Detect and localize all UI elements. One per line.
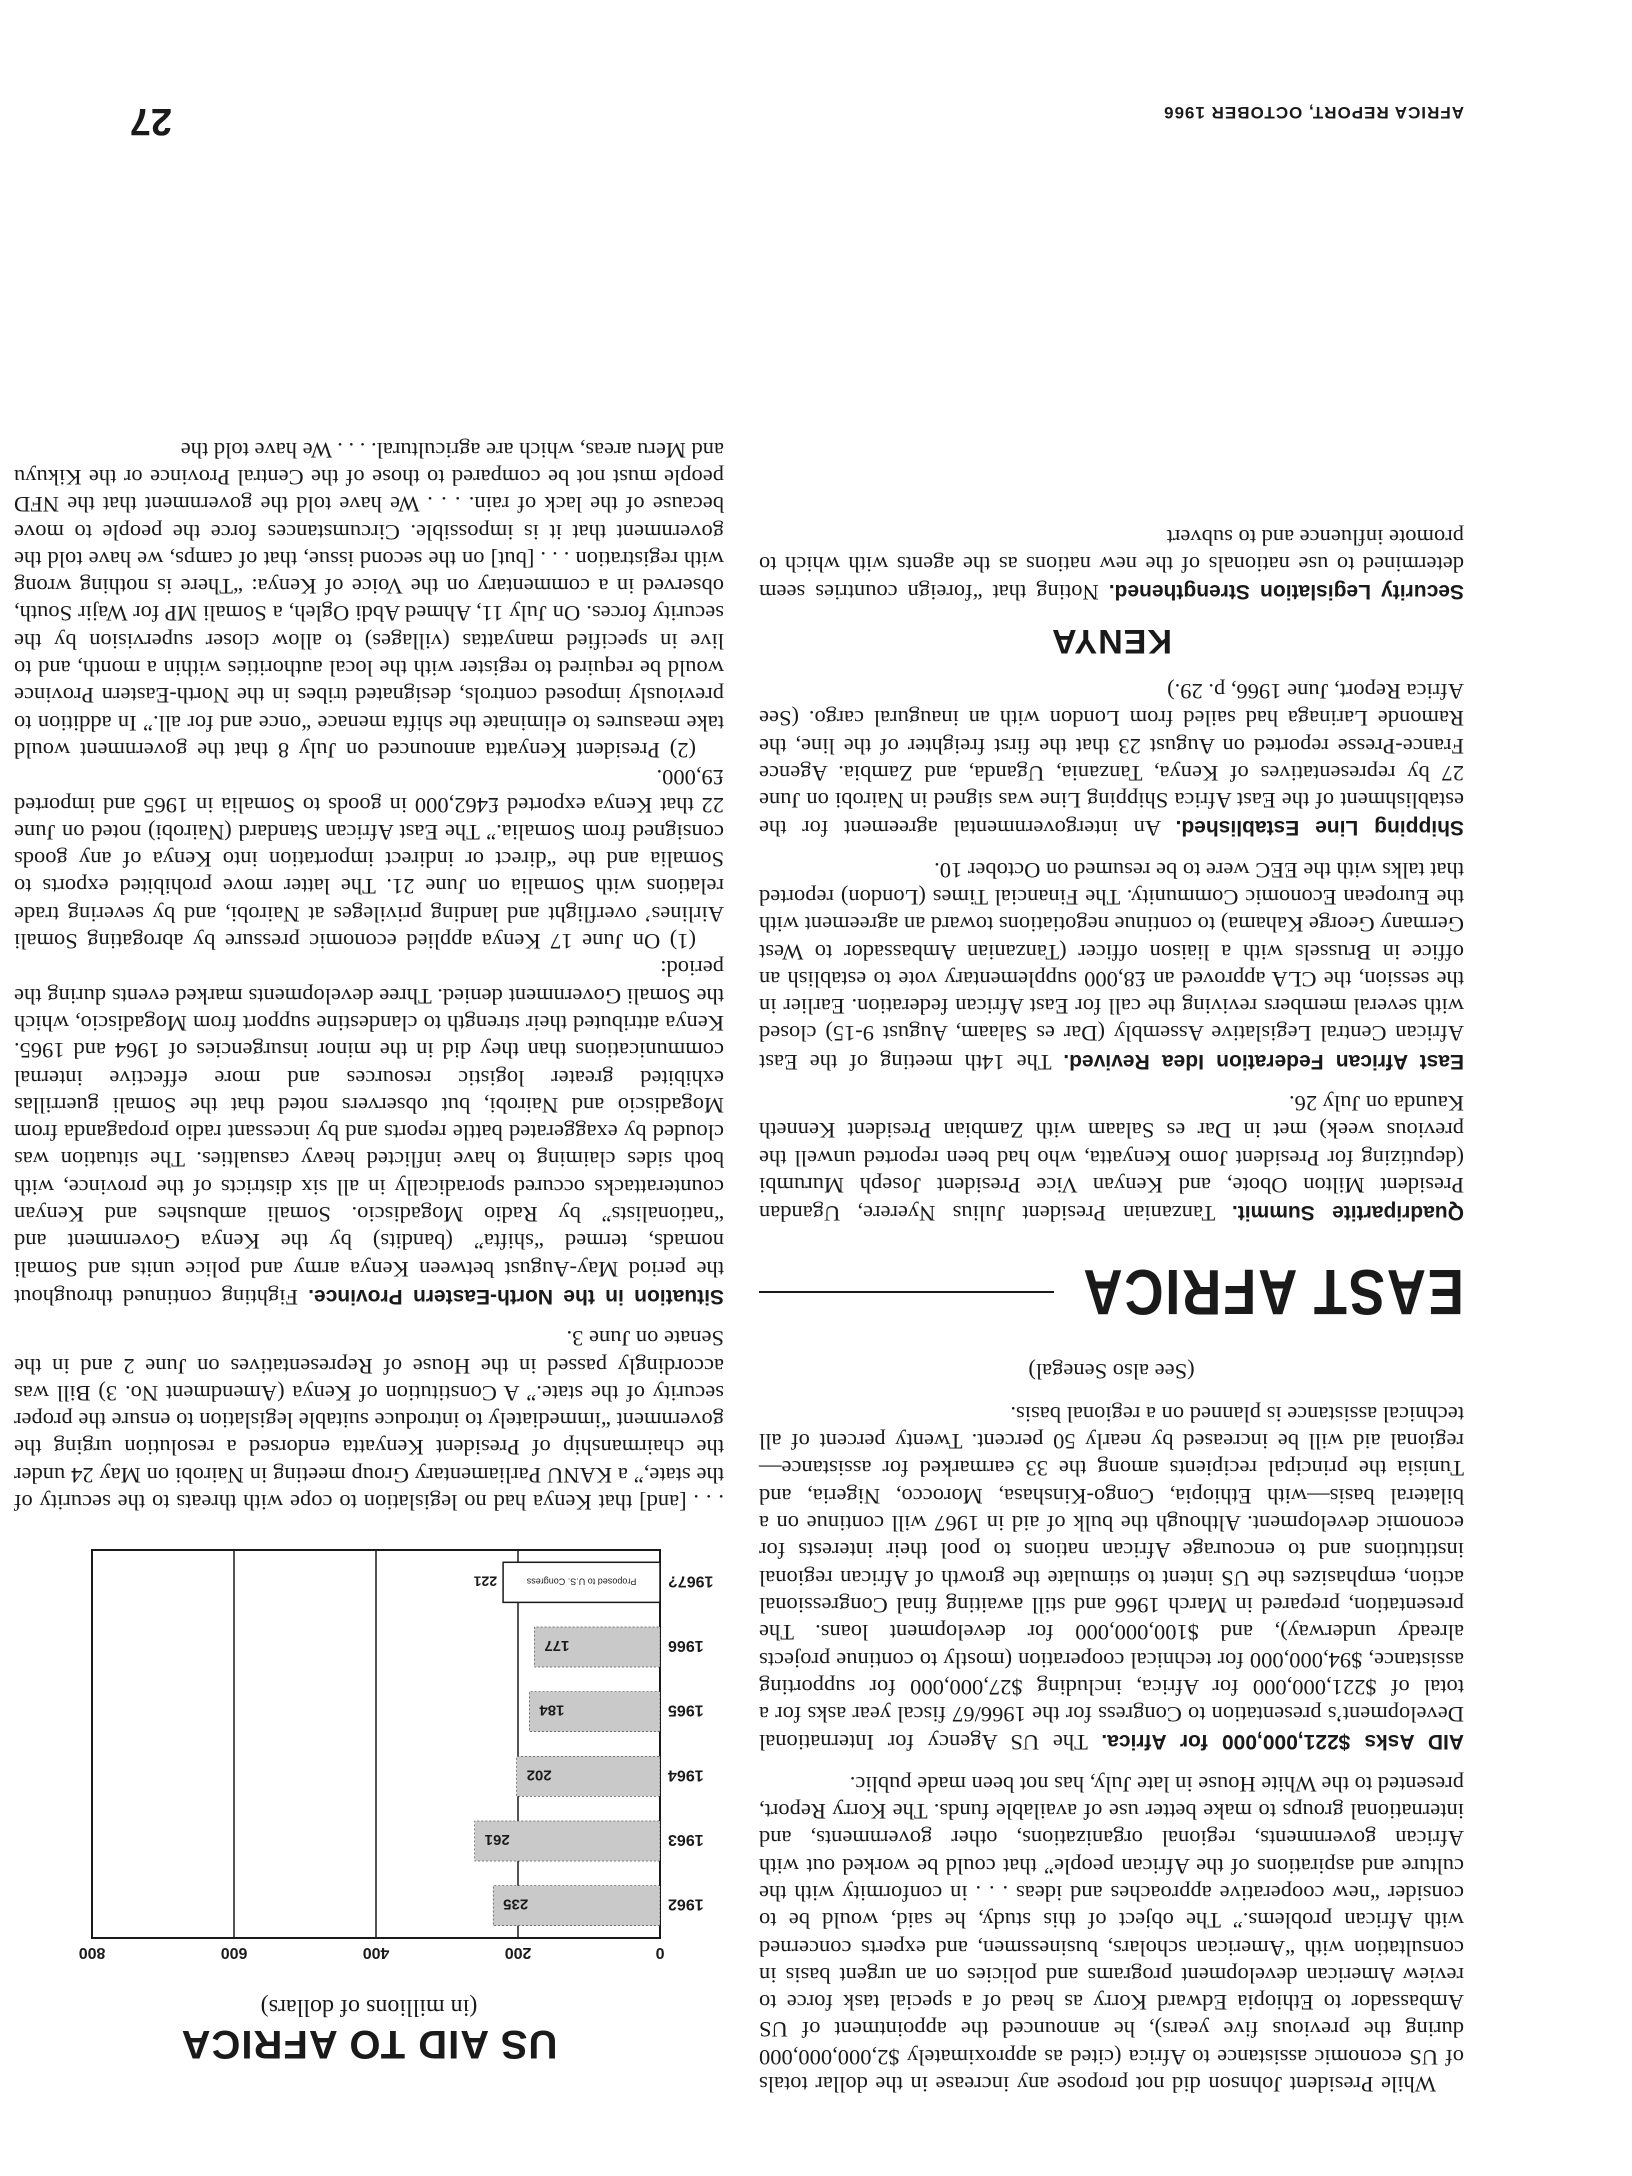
category-label: 1962 bbox=[668, 1895, 704, 1913]
continuation-paragraph: . . . [and] that Kenya had no legislation to cope with threats to the security of the state,” a KANU Parliamentary Group meeting in Nairobi on May 24 under the chairmanship of President Kenyatta endorsed a resolution urging the government “immediately to introduce suitable legislation to ensure the proper security of the state.” A Constitution of Kenya (Amendment No. 3) Bill was accordingly passed in the House of Representatives on June 2 and in the Senate on June 3. bbox=[14, 1326, 724, 1515]
tick-label: 800 bbox=[78, 1944, 106, 1961]
summit-text: Tanzanian President Julius Nyerere, Ugandan President Milton Obote, and Kenyan Vice President Joseph Murumbi (deputizing for President Jomo Kenyatta, who had been reported unwell the previous week) met in Dar es Salaam with Zambian President Kenneth Kaunda on July 26. bbox=[759, 1091, 1464, 1227]
data-label: 177 bbox=[544, 1637, 570, 1654]
page-number: 27 bbox=[129, 100, 172, 142]
section-heading: EAST AFRICA bbox=[1081, 1256, 1464, 1329]
section-rule bbox=[759, 1291, 1054, 1293]
category-label: 1967? bbox=[668, 1572, 714, 1590]
federation-paragraph bbox=[759, 856, 1464, 1075]
data-label: 202 bbox=[526, 1766, 552, 1784]
federation-text: The 14th meeting of the East African Central Legislative Assembly (Dar es Salaam, August 9-15) closed with several members reviving the call for East African federation. Earlier in the session, the CLA approved an £8,000 supplementary vote to establish an office in Brussels with a liaison officer (Tanzanian Ambassador to West Germany George Kahama) to continue negotiations toward an agreement with the European Economic Community. The Financial Times (London) reported that talks with the EEC were to be resumed on October 10. bbox=[759, 857, 1464, 1075]
east-africa-header bbox=[759, 1257, 1464, 1327]
shipping-text: An intergovernmental agreement for the establishment of the East Africa Shipping Line was signed in Nairobi on June 27 by representatives of Kenya, Tanzania, Uganda, and Zambia. Agence France-Presse reported on August 23 that the first freighter of the line, the Ramonde Larinaga had sailed from London with an inaugural cargo. (See Africa Report, June 1966, p. 29.) bbox=[758, 678, 1464, 842]
see-also-note: (See also Senegal) bbox=[1028, 1358, 1195, 1384]
data-label: 235 bbox=[503, 1895, 529, 1913]
security-title: Security Legislation Strengthened. bbox=[1108, 580, 1464, 604]
category-label: 1966 bbox=[668, 1637, 704, 1654]
aid-bar-chart bbox=[14, 1534, 724, 1974]
security-text: Noting that “foreign countries seem determined to use nationals of the new nations as the agents with which to promote influence and to subvert bbox=[759, 524, 1464, 606]
tick-label: 0 bbox=[655, 1944, 665, 1961]
kenya-subheading: KENYA bbox=[1051, 621, 1172, 660]
bar-annotation: Proposed to U.S. Congress bbox=[526, 1576, 637, 1587]
aid-request-title: AID Asks $221,000,000 for Africa. bbox=[1101, 1730, 1464, 1754]
shifta-measures-paragraph: (2) President Kenyatta announced on July 8 that the government would take measures to eliminate the shifta menace “once and for all.” In addition to previously imposed controls, designated tribes in the North-Eastern Province would be required to register with the local authorities within a month, and to live in specified manyattas (villages) to allow closer supervision by the security forces. On July 11, Ahmed Abdi Ogleh, a Somali MP for Wajir South, observed in a commentary on the Voice of Kenya: “There is nothing wrong with registration . . . [but] on the second issue, that of camps, we have told the government that it is impossible. Circumstances force the people to move because of the lack of rain. . . . We have told the government that the NFD people must not be compared to those of the Central Province or the Kikuyu and Meru areas, which are agricultural. . . . We have told the bbox=[14, 437, 724, 763]
tick-label: 600 bbox=[220, 1944, 248, 1961]
data-label: 261 bbox=[484, 1831, 510, 1848]
federation-title: East African Federation Idea Revived. bbox=[1063, 1049, 1464, 1073]
category-label: 1965 bbox=[668, 1701, 704, 1719]
category-label: 1964 bbox=[668, 1766, 704, 1784]
summit-title: Quadripartite Summit. bbox=[1231, 1201, 1464, 1225]
tick-label: 200 bbox=[504, 1944, 532, 1961]
data-label: 221 bbox=[473, 1573, 498, 1590]
north-eastern-title: Situation in the North-Eastern Province. bbox=[308, 1284, 724, 1308]
summit-paragraph bbox=[759, 1090, 1464, 1227]
north-eastern-text: Fighting continued throughout the period May-August between Kenya army and police units and Somali nomads, termed “shifta” (bandits) by the Kenya Government and “nationalists” by Radio Mogadiscio. Somali ambushes and Kenyan counterattacks occured sporadically in all six districts of the province, with both sides claiming to have inflicted heavy casualties. The situation was clouded by exaggerated battle reports and by incessant radio propaganda from Mogadiscio and Nairobi, but observers noted that the Somali guerrillas exhibited greater logistic resources and more effective internal communications than they did in the minor insurgencies of 1964 and 1965. Kenya attributed their strength to clandestine support from Mogadiscio, which the Somali Government denied. Three developments marked events during the period: bbox=[14, 956, 724, 1310]
category-label: 1963 bbox=[668, 1831, 704, 1848]
left-column bbox=[759, 523, 1464, 2098]
right-column bbox=[14, 436, 724, 2066]
running-head: AFRICA REPORT, OCTOBER 1966 bbox=[1163, 103, 1464, 122]
aid-request-paragraph bbox=[759, 1401, 1464, 1757]
chart-subtitle: (in millions of dollars) bbox=[260, 1994, 478, 2020]
chart-title: US AID TO AFRICA bbox=[180, 2022, 558, 2066]
data-label: 184 bbox=[539, 1701, 565, 1719]
security-paragraph bbox=[759, 523, 1464, 606]
aid-intro-paragraph: While President Johnson did not propose any increase in the dollar totals of US economic assistance to Africa (cited as approximately $2,000,000,000 during the previous five years), he announced the appointment of US Ambassador to Ethiopia Edward Korry as head of a special task force to review American development programs and policies on an urgent basis in consultation with “American scholars, businessmen, and experts concerned with African problems.” The object of this study, he said, would be to consider “new cooperative approaches and ideas . . . in conformity with the culture and aspirations of the African people” that could be worked out with African governments, regional organizations, other governments, and international groups to make better use of available funds. The Korry Report, presented to the White House in late July, has not been made public. bbox=[759, 1771, 1464, 2097]
shipping-paragraph bbox=[759, 678, 1464, 843]
trade-measures-paragraph: (1) On June 17 Kenya applied economic pressure by abrogating Somali Airlines’ overflight and landing privileges at Nairobi, and by severing trade relations with Somalia on June 21. The latter move prohibited exports to Somalia and the “direct or indirect importation into Kenya of any goods consigned from Somalia.” The East African Standard (Nairobi) noted on June 22 that Kenya exported £462,000 in goods to Somalia in 1965 and imported £9,000. bbox=[14, 765, 724, 955]
north-eastern-paragraph bbox=[14, 955, 724, 1311]
shipping-title: Shipping Line Established. bbox=[1175, 816, 1464, 840]
tick-label: 400 bbox=[362, 1944, 390, 1961]
aid-request-text: The US Agency for International Development’s presentation to Congress for the 1966/67 fiscal year asks for a total of $221,000,000 for Africa, including $27,000,000 for supporting assistance, $94,000,000 for technical cooperation (mostly to continue projects already underway), and $100,000,000 for development loans. The presentation, prepared in March 1966 and still awaiting final Congressional action, emphasizes the US intent to stimulate the growth of African regional institutions and to encourage African nations to pool their interests for economic development. Although the bulk of aid in 1967 will continue on a bilateral basis—with Ethiopia, Congo-Kinshasa, Morocco, Nigeria, and Tunisia the principal recipients among the 33 earmarked for assistance—regional aid will be increased by nearly 50 percent. Twenty percent of all technical assistance is planned on a regional basis. bbox=[759, 1401, 1464, 1756]
